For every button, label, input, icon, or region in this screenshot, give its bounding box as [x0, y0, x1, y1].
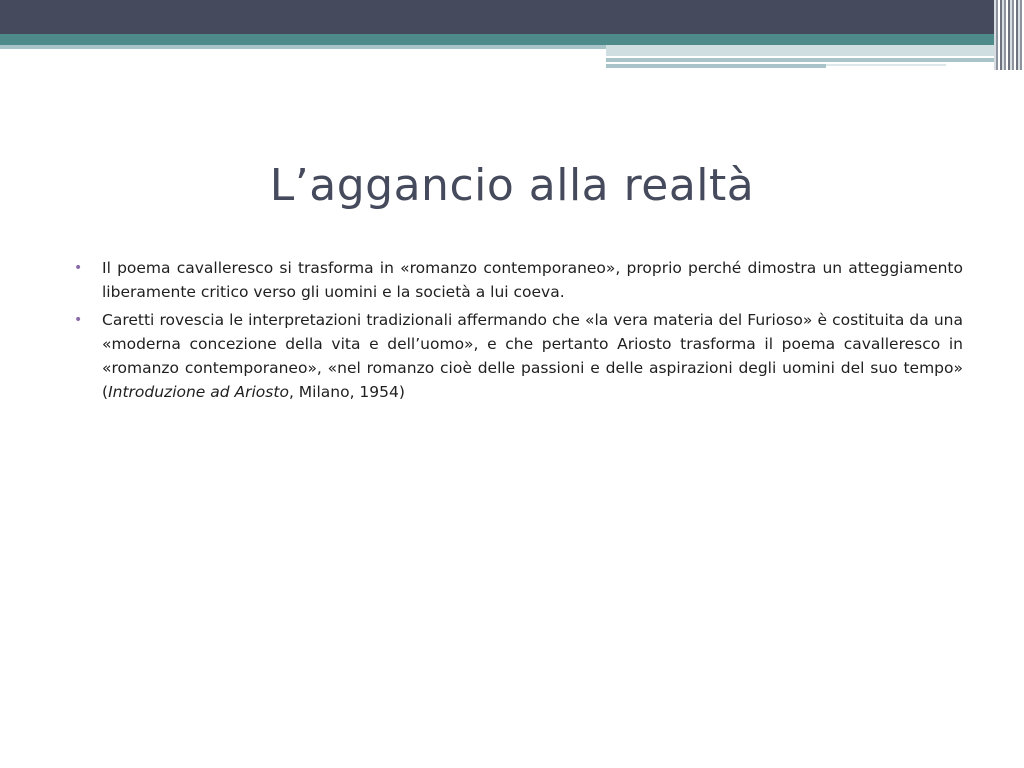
header-accent-line-short [606, 64, 826, 68]
header-vertical-stripes [994, 0, 1024, 70]
bullet-dot-icon: • [74, 260, 83, 276]
header-teal-band [0, 34, 1024, 45]
bullet-text-start: Caretti rovescia le interpretazioni tradizionali affermando che «la vera materia del Furioso» è costituita da una «moderna concezione della vita e dell’uomo», e che pertanto Ariosto trasforma il poema cavalleresco in «romanzo contemporaneo», «nel romanzo cioè delle passioni e delle aspirazioni degli uomini del suo tempo» ( [102, 311, 963, 401]
header-dark-band [0, 0, 1024, 34]
header-accent-line-thin [826, 64, 946, 66]
bullet-text: Il poema cavalleresco si trasforma in «romanzo contemporaneo», proprio perché dimostra un atteggiamento liberamente critico verso gli uomini e la società a lui coeva. [102, 259, 963, 301]
slide-title: L’aggancio alla realtà [269, 160, 755, 211]
bullet-text [102, 311, 963, 401]
header-light-strip [0, 45, 606, 49]
book-title: Introduzione ad Ariosto [108, 383, 289, 401]
bullet-dot-icon: • [74, 312, 83, 328]
list-item [72, 308, 963, 404]
list-item [72, 256, 963, 304]
header-light-strip-right [606, 45, 1024, 56]
bullet-list [72, 256, 963, 408]
header-accent-line [606, 58, 1024, 62]
bullet-text-end: , Milano, 1954) [288, 383, 405, 401]
